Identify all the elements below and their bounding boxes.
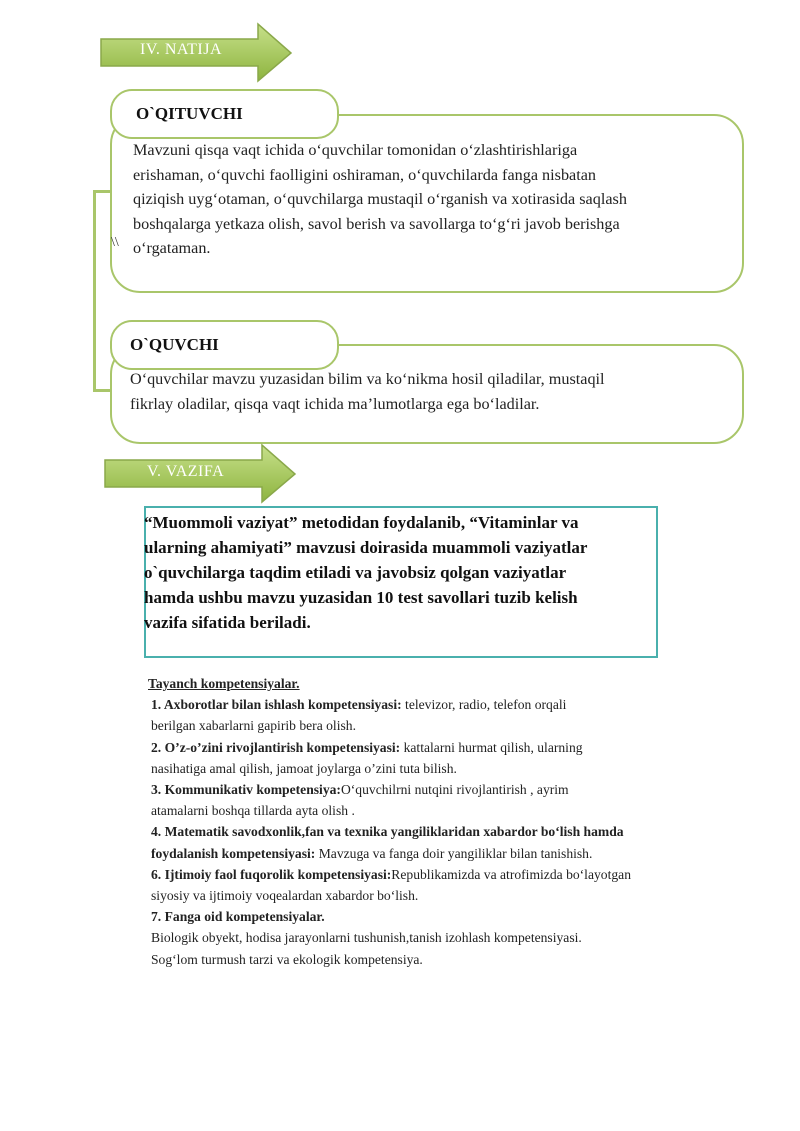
competency-item: 7. Fanga oid kompetensiyalar. — [151, 909, 325, 925]
competency-item: 1. Axborotlar bilan ishlash kompetensiyasi: televizor, radio, telefon orqali — [151, 697, 567, 713]
natija-label: IV. NATIJA — [140, 41, 223, 58]
competency-item: 3. Kommunikativ kompetensiya:O‘quvchilrni nutqini rivojlantirish , ayrim — [151, 782, 569, 798]
competency-item: 2. O’z-o’zini rivojlantirish kompetensiyasi: kattalarni hurmat qilish, ularning — [151, 739, 583, 755]
student-text: O‘quvchilar mavzu yuzasidan bilim va ko‘nikma hosil qiladilar, mustaqil fikrlay oladilar, qisqa vaqt ichida ma’lumotlarga ega bo‘ladilar. — [130, 370, 605, 413]
task-text: “Muommoli vaziyat” metodidan foydalanib, “Vitaminlar va ularning ahamiyati” mavzusi doirasida muammoli vaziyatlar o`quvchilarga taqdim etiladi va javobsiz qolgan vaziyatlar hamda ushbu mavzu yuzasidan 10 test savollari tuzib kelish vazifa sifatida beriladi. — [144, 513, 588, 632]
competency-item: 4. Matematik savodxonlik,fan va texnika yangiliklaridan xabardor bo‘lish hamda — [151, 824, 624, 840]
competencies-section: Tayanch kompetensiyalar. 1. Axborotlar bilan ishlash kompetensiyasi: televizor, radio, telefon orqali berilgan xabarlarni gapirib bera olish. 2. O’z-o’zini rivojlantirish kompetensiyasi: kattalarni hurmat qilish, ularning nasihatiga amal qilish, jamoat joylarga o’zini tuta bilish. 3. Kommunikativ kompetensiya:O‘quvchilrni nutqini rivojlantirish , ayrim atamalarni boshqa tillarda ayta olish . 4. Matematik savodxonlik,fan va texnika yangiliklaridan xabardor bo‘lish hamda foydalanish kompetensiyasi: Mavzuga va fanga doir yangiliklar bilan tanishish. 6. Ijtimoiy faol fuqorolik kompetensiyasi:Republikamizda va atrofimizda bo‘layotgan siyosiy va ijtimoiy voqealardan xabardor bo‘lish. 7. Fanga oid kompetensiyalar. Biologik obyekt, hodisa jarayonlarni tushunish,tanish izohlash kompetensiyasi. Sog‘lom turmush tarzi va ekologik kompetensiya. — [151, 673, 751, 970]
slash-marker: \\ — [111, 235, 119, 250]
teacher-heading: O`QITUVCHI — [136, 104, 243, 123]
vazifa-label: V. VAZIFA — [147, 463, 225, 480]
teacher-text: Mavzuni qisqa vaqt ichida o‘quvchilar tomonidan o‘zlashtirishlariga erishaman, o‘quvchi faolligini oshiraman, o‘quvchilarda fanga nisbatan qiziqish uyg‘otaman, o‘quvchilarga mustaqil o‘rganish va xotirasida saqlash boshqalarga yetkaza olish, savol berish va savollarga to‘g‘ri javob berishga o‘rgataman. — [133, 141, 627, 257]
connector-bracket — [93, 190, 110, 392]
student-heading: O`QUVCHI — [130, 335, 219, 354]
competencies-title: Tayanch kompetensiyalar. — [148, 676, 300, 691]
competency-item: 6. Ijtimoiy faol fuqorolik kompetensiyasi:Republikamizda va atrofimizda bo‘layotgan — [151, 866, 631, 882]
